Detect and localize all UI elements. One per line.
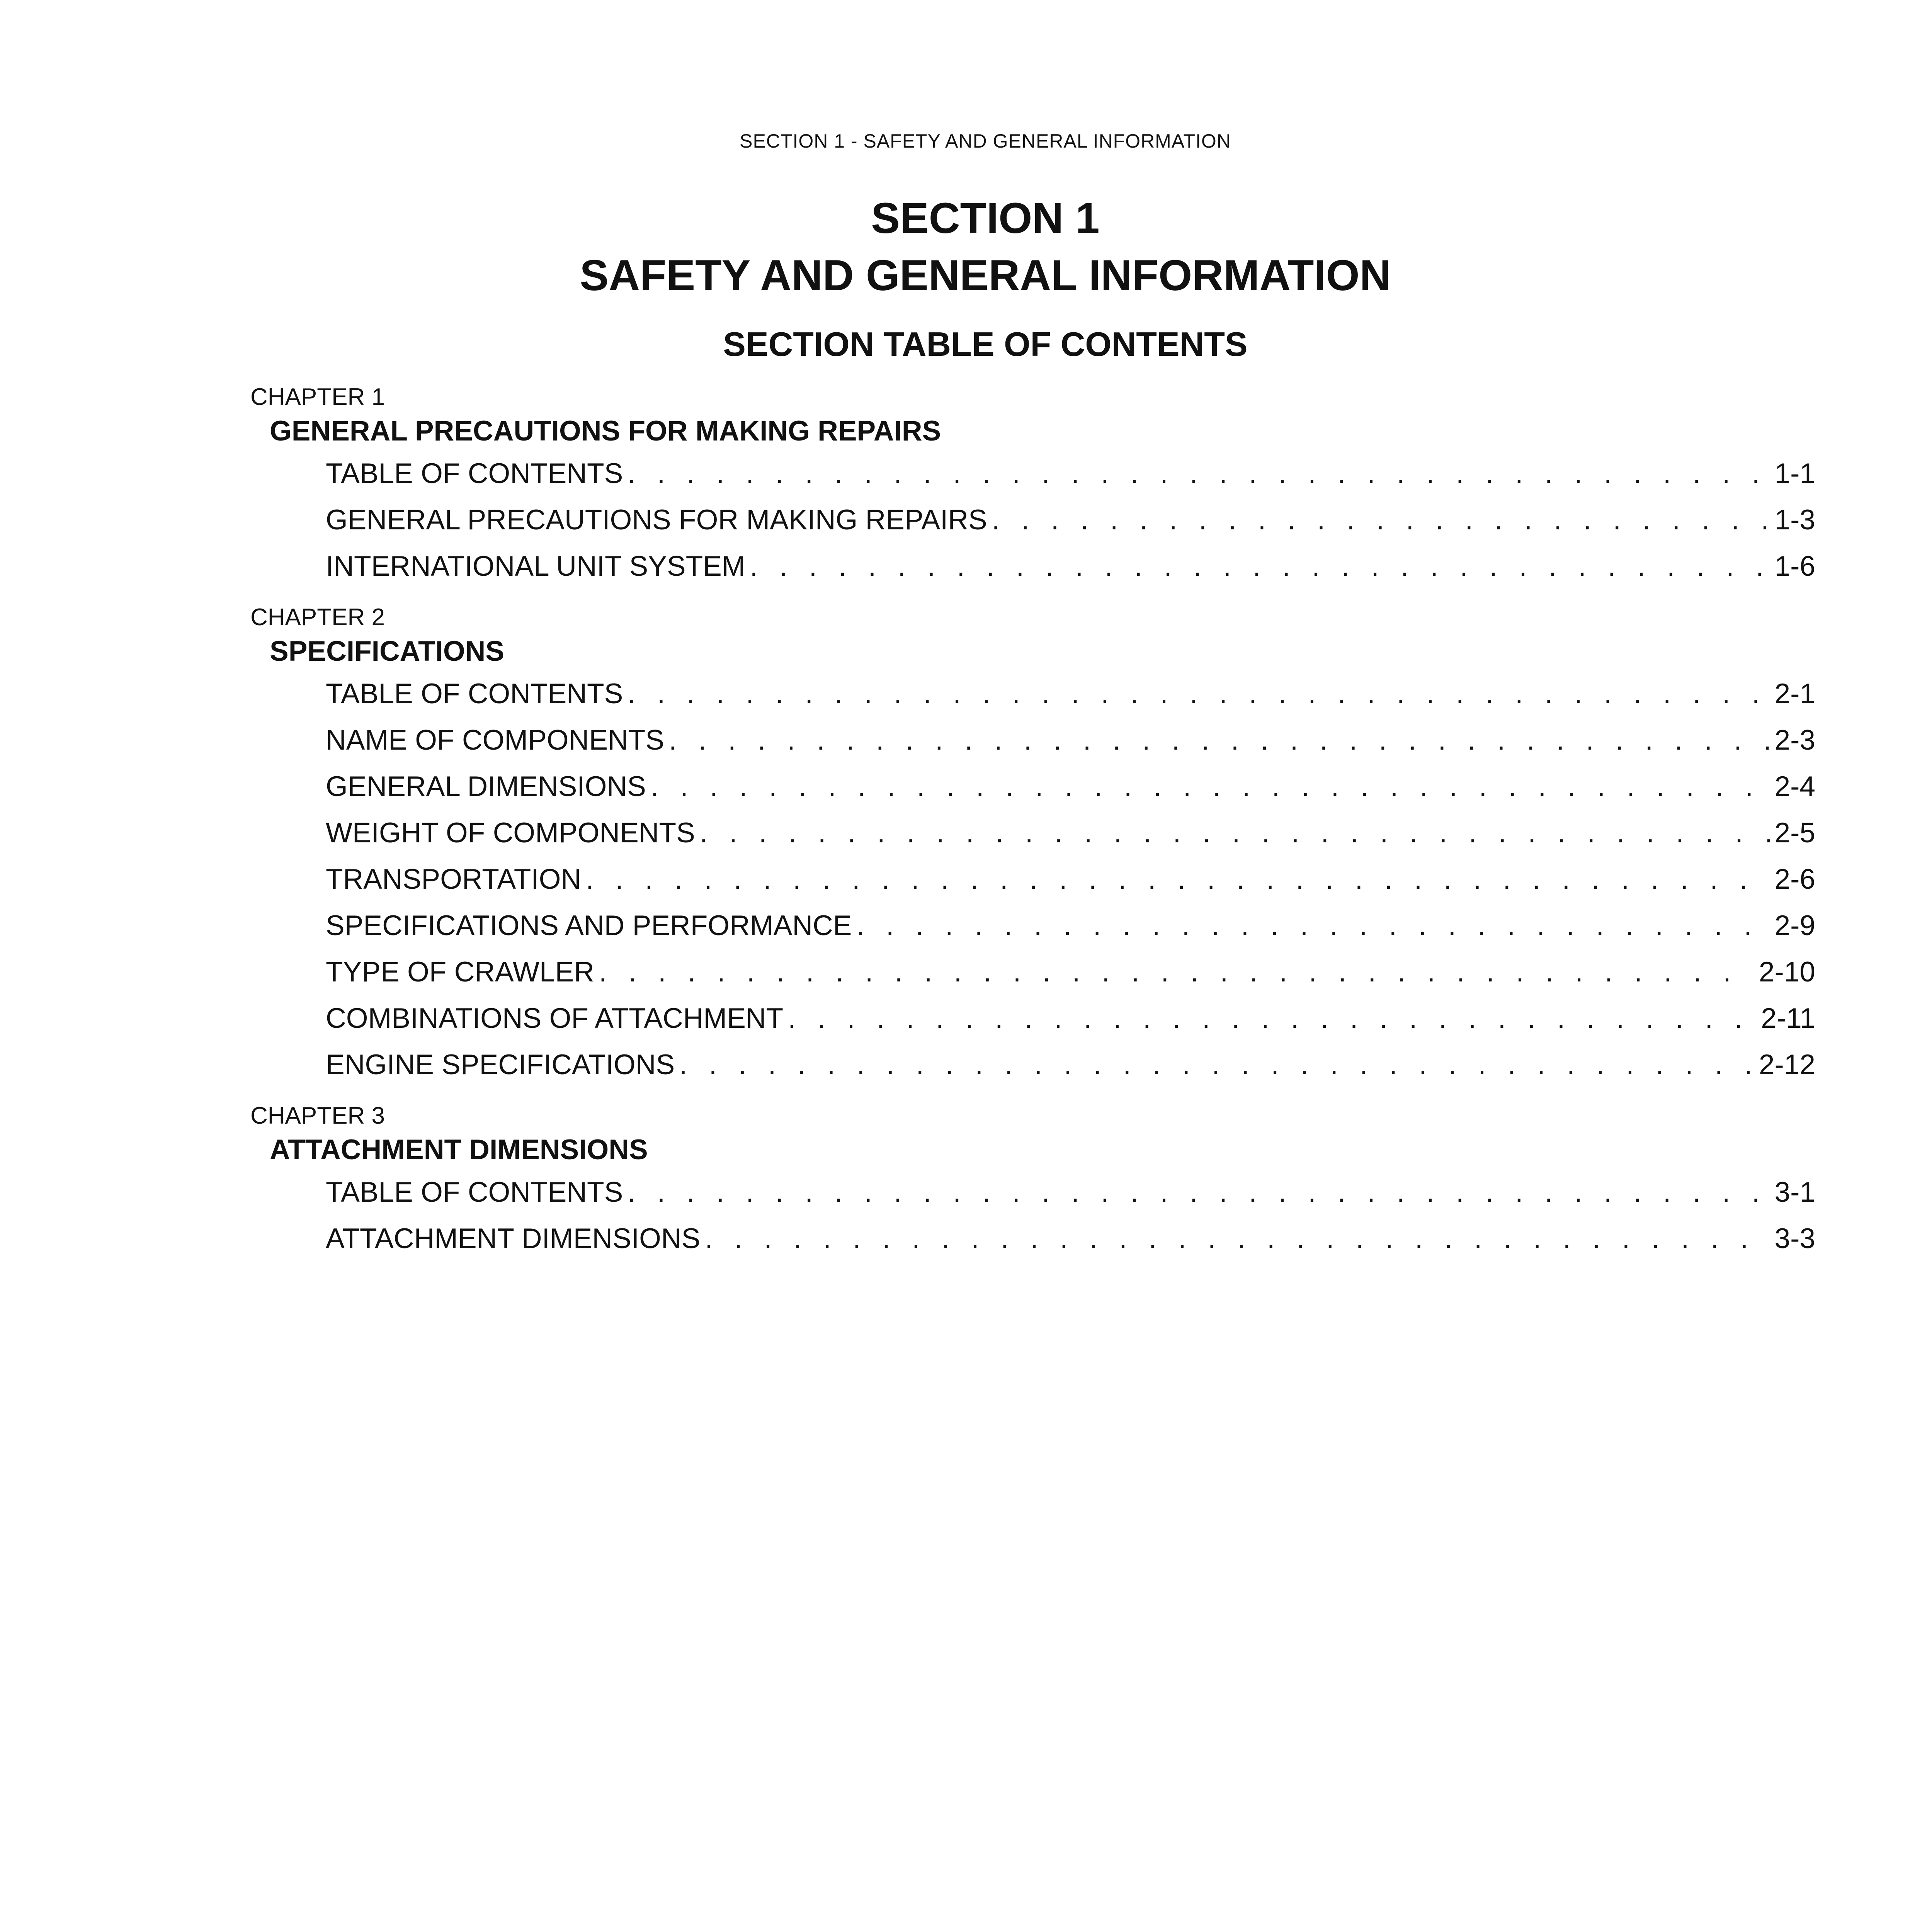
- toc-entry[interactable]: [250, 764, 1815, 810]
- chapter-2: [250, 603, 1815, 1088]
- chapter-title: ATTACHMENT DIMENSIONS: [270, 1134, 648, 1165]
- entry-page: 2-4: [1774, 771, 1815, 802]
- entry-title: ENGINE SPECIFICATIONS: [326, 1049, 675, 1080]
- entry-page: 2-12: [1759, 1049, 1815, 1080]
- chapter-label: CHAPTER 1: [250, 384, 385, 410]
- dot-leader: [700, 810, 1770, 856]
- dot-leader: [586, 856, 1770, 903]
- toc-entry[interactable]: [250, 856, 1815, 903]
- entry-page: 2-5: [1774, 817, 1815, 849]
- toc-entry[interactable]: [250, 1042, 1815, 1088]
- entry-page: 2-9: [1774, 910, 1815, 941]
- chapter-title: GENERAL PRECAUTIONS FOR MAKING REPAIRS: [270, 415, 941, 447]
- entry-page: 2-11: [1761, 1003, 1815, 1034]
- toc-heading: SECTION TABLE OF CONTENTS: [723, 325, 1248, 363]
- toc-entry[interactable]: [250, 949, 1815, 995]
- entry-title: TABLE OF CONTENTS: [326, 1177, 623, 1208]
- entry-page: 2-1: [1774, 678, 1815, 709]
- entry-title: TABLE OF CONTENTS: [326, 458, 623, 489]
- entry-title: GENERAL DIMENSIONS: [326, 771, 646, 802]
- section-title: SAFETY AND GENERAL INFORMATION: [580, 251, 1391, 299]
- dot-leader: [628, 671, 1770, 717]
- toc-entry[interactable]: [250, 903, 1815, 949]
- entry-page: 3-1: [1774, 1177, 1815, 1208]
- toc-entry[interactable]: [250, 717, 1815, 764]
- entry-title: COMBINATIONS OF ATTACHMENT: [326, 1003, 784, 1034]
- entry-title: SPECIFICATIONS AND PERFORMANCE: [326, 910, 852, 941]
- dot-leader: [705, 1216, 1770, 1262]
- entry-title: INTERNATIONAL UNIT SYSTEM: [326, 551, 745, 582]
- dot-leader: [599, 949, 1754, 995]
- dot-leader: [651, 764, 1770, 810]
- toc-entry[interactable]: [250, 1169, 1815, 1216]
- dot-leader: [856, 903, 1770, 949]
- entry-title: TABLE OF CONTENTS: [326, 678, 623, 709]
- section-number: SECTION 1: [871, 194, 1100, 242]
- entry-page: 1-3: [1774, 504, 1815, 536]
- toc-entry[interactable]: [250, 1216, 1815, 1262]
- dot-leader: [750, 543, 1770, 590]
- entry-title: TRANSPORTATION: [326, 864, 582, 895]
- chapter-title: SPECIFICATIONS: [270, 636, 505, 667]
- entry-title: WEIGHT OF COMPONENTS: [326, 817, 695, 849]
- toc-entry[interactable]: [250, 810, 1815, 856]
- dot-leader: [788, 995, 1756, 1042]
- entry-page: 2-10: [1759, 956, 1815, 988]
- toc-entry[interactable]: [250, 497, 1815, 543]
- dot-leader: [628, 1169, 1770, 1216]
- table-of-contents: [250, 383, 1815, 1275]
- dot-leader: [628, 451, 1770, 497]
- chapter-3: [250, 1101, 1815, 1262]
- entry-page: 1-1: [1774, 458, 1815, 489]
- entry-title: GENERAL PRECAUTIONS FOR MAKING REPAIRS: [326, 504, 987, 536]
- chapter-entries: [250, 1169, 1815, 1262]
- entry-page: 3-3: [1774, 1223, 1815, 1254]
- chapter-label: CHAPTER 3: [250, 1102, 385, 1129]
- dot-leader: [992, 497, 1770, 543]
- chapter-1: [250, 383, 1815, 590]
- entry-title: TYPE OF CRAWLER: [326, 956, 594, 988]
- entry-page: 2-3: [1774, 724, 1815, 756]
- dot-leader: [669, 717, 1770, 764]
- entry-page: 2-6: [1774, 864, 1815, 895]
- chapter-entries: [250, 671, 1815, 1088]
- chapter-label: CHAPTER 2: [250, 604, 385, 631]
- entry-page: 1-6: [1774, 551, 1815, 582]
- toc-entry[interactable]: [250, 995, 1815, 1042]
- chapter-entries: [250, 451, 1815, 590]
- entry-title: ATTACHMENT DIMENSIONS: [326, 1223, 701, 1254]
- entry-title: NAME OF COMPONENTS: [326, 724, 665, 756]
- toc-entry[interactable]: [250, 543, 1815, 590]
- running-header: SECTION 1 - SAFETY AND GENERAL INFORMATION: [740, 130, 1231, 152]
- toc-entry[interactable]: [250, 671, 1815, 717]
- dot-leader: [679, 1042, 1754, 1088]
- toc-entry[interactable]: [250, 451, 1815, 497]
